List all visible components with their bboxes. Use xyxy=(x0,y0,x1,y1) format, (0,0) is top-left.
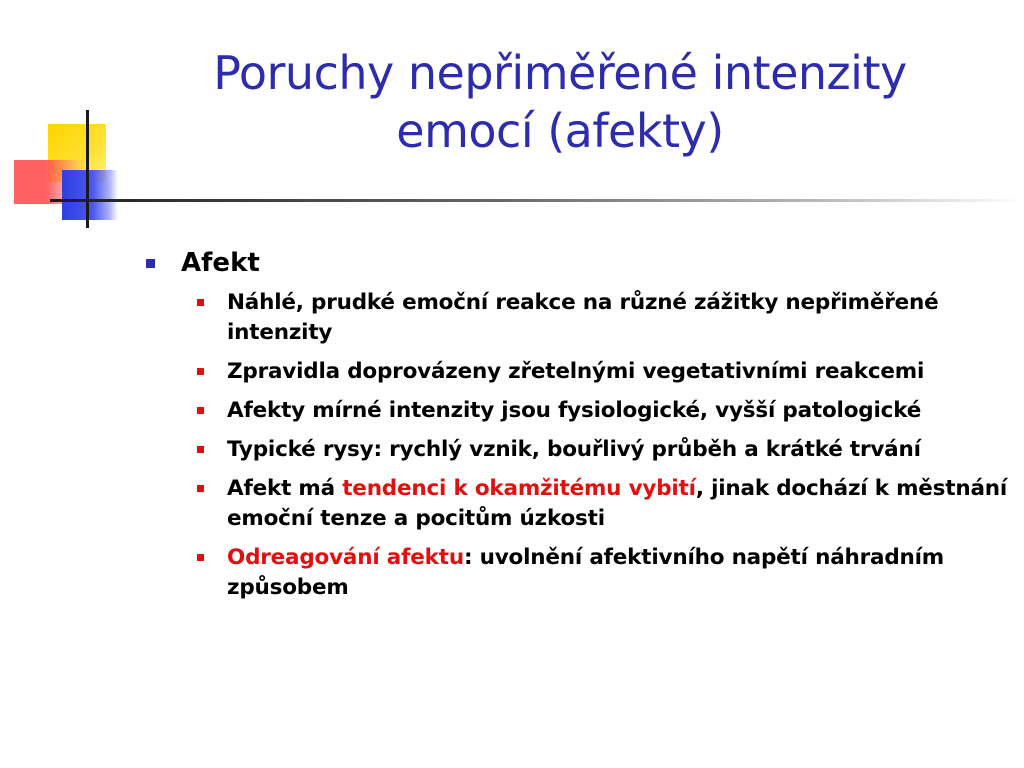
decorative-blue-square xyxy=(62,170,118,220)
blue-square-bullet-icon xyxy=(146,259,155,268)
slide-body xyxy=(145,246,1015,612)
main-bullet-text: Afekt xyxy=(181,248,260,278)
sub-bullet-item xyxy=(195,435,1015,465)
sub-bullet-item xyxy=(195,474,1015,534)
sub-bullet-suffix: : uvolnění afektivního napětí náhradním způsobem xyxy=(227,545,944,600)
sub-bullet-item xyxy=(195,357,1015,387)
sub-bullet-text: Zpravidla doprovázeny zřetelnými vegetativními reakcemi xyxy=(227,359,925,384)
title-line-2: emocí (afekty) xyxy=(396,104,724,158)
sub-bullet-text: Afekty mírné intenzity jsou fysiologické, vyšší patologické xyxy=(227,398,922,423)
slide-title xyxy=(120,44,1000,160)
red-square-bullet-icon xyxy=(197,407,204,414)
sub-bullet-prefix: Afekt má xyxy=(227,476,343,501)
red-square-bullet-icon xyxy=(197,554,204,561)
red-square-bullet-icon xyxy=(197,446,204,453)
red-square-bullet-icon xyxy=(197,299,204,306)
red-square-bullet-icon xyxy=(197,485,204,492)
main-bullet-item xyxy=(145,246,1015,280)
sub-bullet-text: Typické rysy: rychlý vznik, bouřlivý průběh a krátké trvání xyxy=(227,437,921,462)
title-line-1: Poruchy nepřiměřené intenzity xyxy=(213,46,907,100)
sub-bullet-item xyxy=(195,396,1015,426)
sub-bullet-item xyxy=(195,288,1015,348)
sub-bullet-highlight: Odreagování afektu xyxy=(227,545,464,570)
red-square-bullet-icon xyxy=(197,368,204,375)
sub-bullet-suffix: , jinak dochází k městnání emoční tenze a pocitům úzkosti xyxy=(227,476,1008,531)
sub-bullet-highlight: tendenci k okamžitému vybití xyxy=(342,476,696,501)
sub-bullet-list xyxy=(195,288,1015,603)
sub-bullet-text: Náhlé, prudké emoční reakce na různé zážitky nepřiměřené intenzity xyxy=(227,290,939,345)
sub-bullet-item xyxy=(195,543,1015,603)
decorative-vertical-line xyxy=(86,110,89,228)
title-underline xyxy=(50,199,1024,202)
